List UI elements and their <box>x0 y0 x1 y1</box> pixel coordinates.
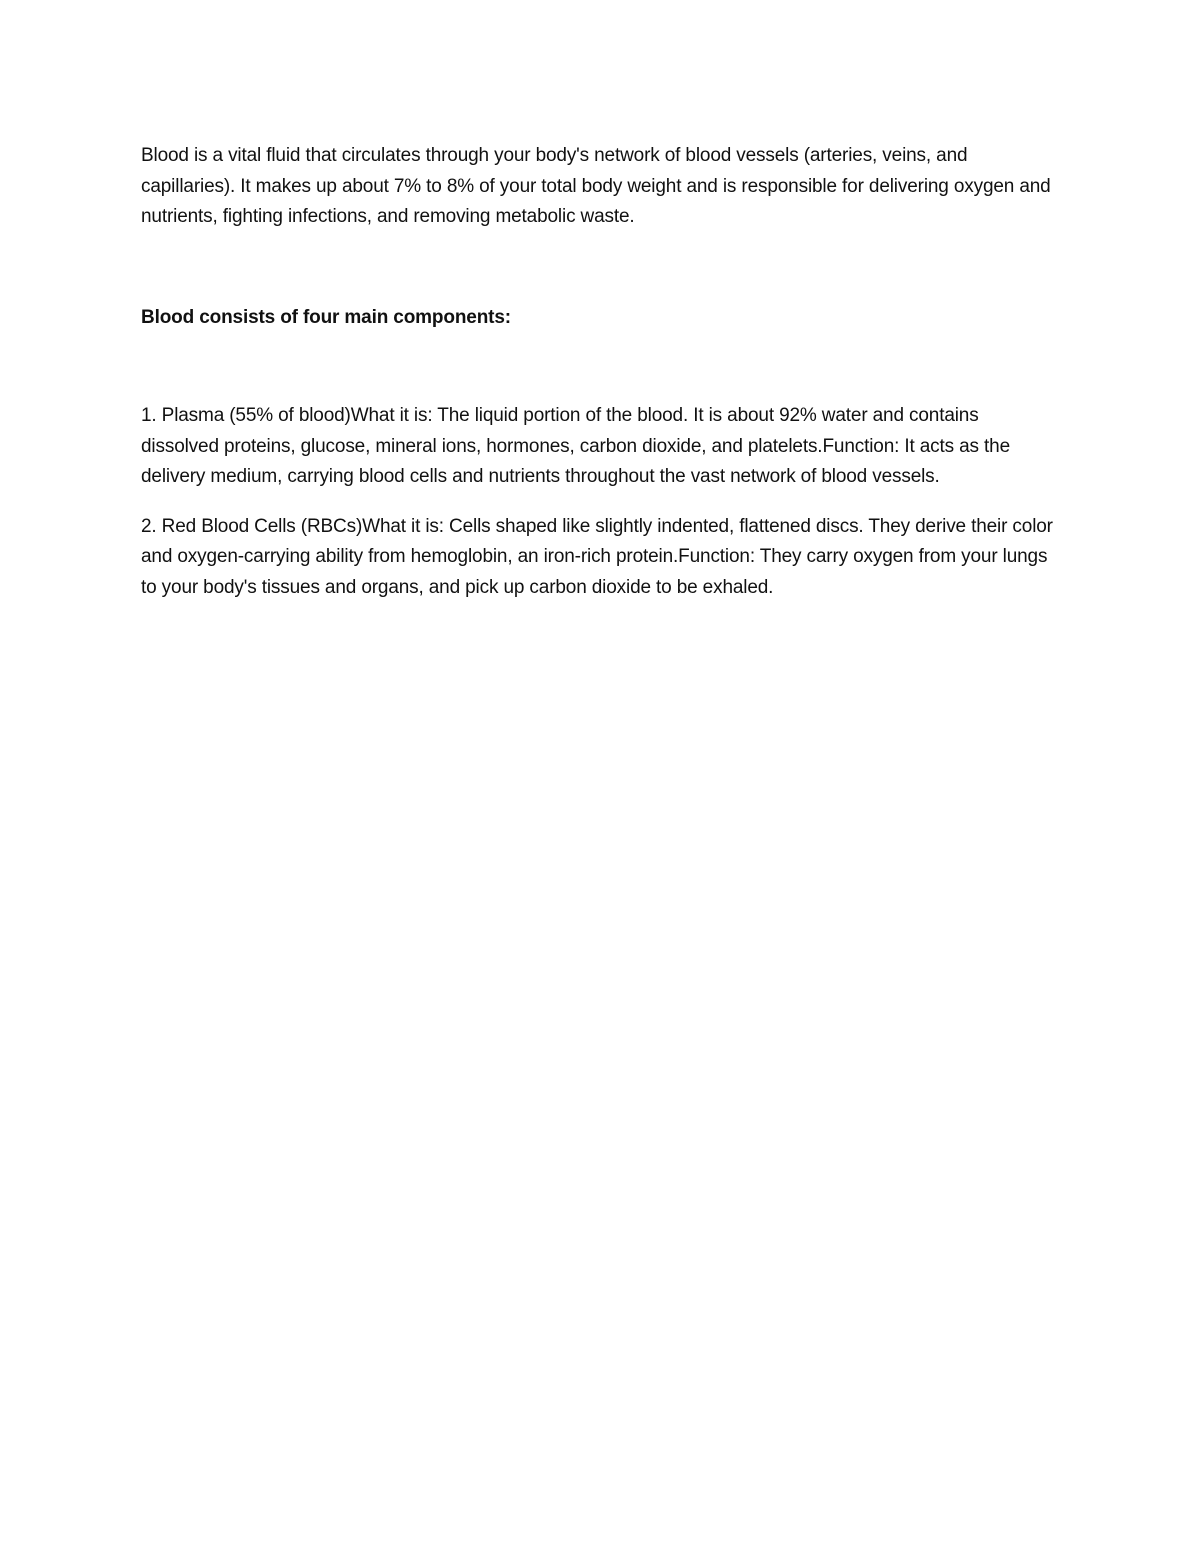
document-body <box>141 141 1061 622</box>
component-red-blood-cells-paragraph: 2. Red Blood Cells (RBCs)What it is: Cells shaped like slightly indented, flattened discs. They derive their color and oxygen-carrying ability from hemoglobin, an iron-rich protein.Function: They carry oxygen from your lungs to your body's tissues and organs, and pick up carbon dioxide to be exhaled. <box>141 515 1053 598</box>
section-heading: Blood consists of four main components: <box>141 306 511 328</box>
component-plasma-paragraph: 1. Plasma (55% of blood)What it is: The liquid portion of the blood. It is about 92% water and contains dissolved proteins, glucose, mineral ions, hormones, carbon dioxide, and platelets.Function: It acts as the delivery medium, carrying blood cells and nutrients throughout the vast network of blood vessels. <box>141 405 1010 487</box>
intro-paragraph: Blood is a vital fluid that circulates through your body's network of blood vessels (arteries, veins, and capillaries). It makes up about 7% to 8% of your total body weight and is responsible for delivering oxygen and nutrients, fighting infections, and removing metabolic waste. <box>141 145 1051 227</box>
